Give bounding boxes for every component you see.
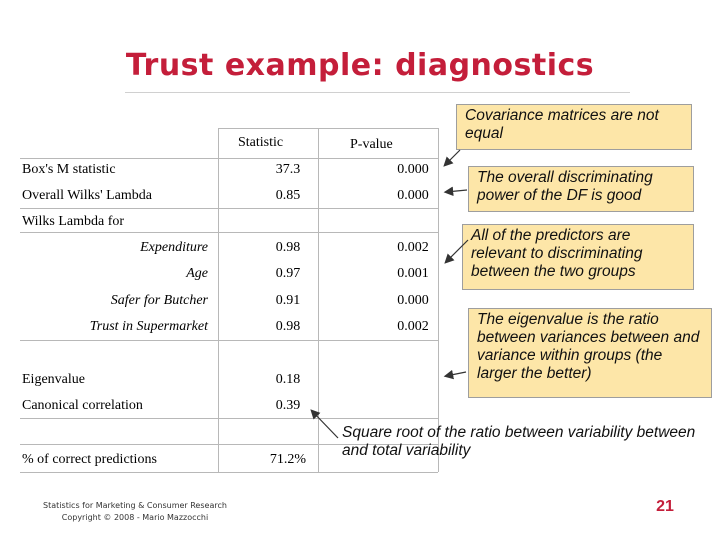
cell-boxm-pvalue: 0.000 — [397, 162, 429, 177]
arrow-covariance — [445, 150, 460, 165]
callout-covariance: Covariance matrices are not equal — [456, 104, 692, 150]
row-label-age: Age — [186, 266, 208, 281]
arrow-predictors — [446, 240, 468, 262]
footer-line-2: Copyright © 2008 - Mario Mazzocchi — [61, 513, 209, 522]
cell-correct-statistic: 71.2% — [269, 452, 307, 467]
row-label-expenditure: Expenditure — [140, 240, 208, 255]
cell-boxm-statistic: 37.3 — [275, 162, 301, 177]
row-label-canonical: Canonical correlation — [22, 398, 143, 413]
cell-trust-statistic: 0.98 — [275, 319, 301, 334]
row-label-correct: % of correct predictions — [22, 452, 157, 467]
arrow-eigenvalue — [446, 372, 466, 376]
row-label-boxm: Box's M statistic — [22, 162, 116, 177]
header-statistic: Statistic — [238, 135, 284, 150]
footer-line-1: Statistics for Marketing & Consumer Research — [43, 501, 227, 510]
cell-wilks-pvalue: 0.000 — [397, 188, 429, 203]
callout-predictors: All of the predictors are relevant to discriminating between the two groups — [462, 224, 694, 290]
cell-wilks-statistic: 0.85 — [275, 188, 301, 203]
row-label-safer: Safer for Butcher — [110, 293, 208, 308]
row-label-wilks: Overall Wilks' Lambda — [22, 188, 152, 203]
header-pvalue: P-value — [350, 137, 393, 152]
cell-age-pvalue: 0.001 — [397, 266, 429, 281]
page-title: Trust example: diagnostics — [125, 48, 595, 83]
cell-expenditure-pvalue: 0.002 — [397, 240, 429, 255]
row-label-eigenvalue: Eigenvalue — [22, 372, 85, 387]
cell-age-statistic: 0.97 — [275, 266, 301, 281]
note-sqrt: Square root of the ratio between variability between and total variability — [342, 424, 696, 459]
row-label-trust: Trust in Supermarket — [89, 319, 208, 334]
page-number: 21 — [656, 498, 674, 515]
arrow-sqrt — [312, 411, 338, 438]
cell-safer-pvalue: 0.000 — [397, 293, 429, 308]
row-label-wilks-for: Wilks Lambda for — [22, 214, 125, 229]
callout-eigenvalue: The eigenvalue is the ratio between variances between and variance within groups (the larger the better) — [468, 308, 712, 398]
cell-safer-statistic: 0.91 — [275, 293, 301, 308]
callout-overall-power: The overall discriminating power of the DF is good — [468, 166, 694, 212]
cell-expenditure-statistic: 0.98 — [275, 240, 301, 255]
cell-canonical-statistic: 0.39 — [275, 398, 301, 413]
footer-credit — [30, 500, 240, 524]
cell-eigenvalue-statistic: 0.18 — [275, 372, 301, 387]
arrow-overall — [446, 190, 467, 192]
cell-trust-pvalue: 0.002 — [397, 319, 429, 334]
